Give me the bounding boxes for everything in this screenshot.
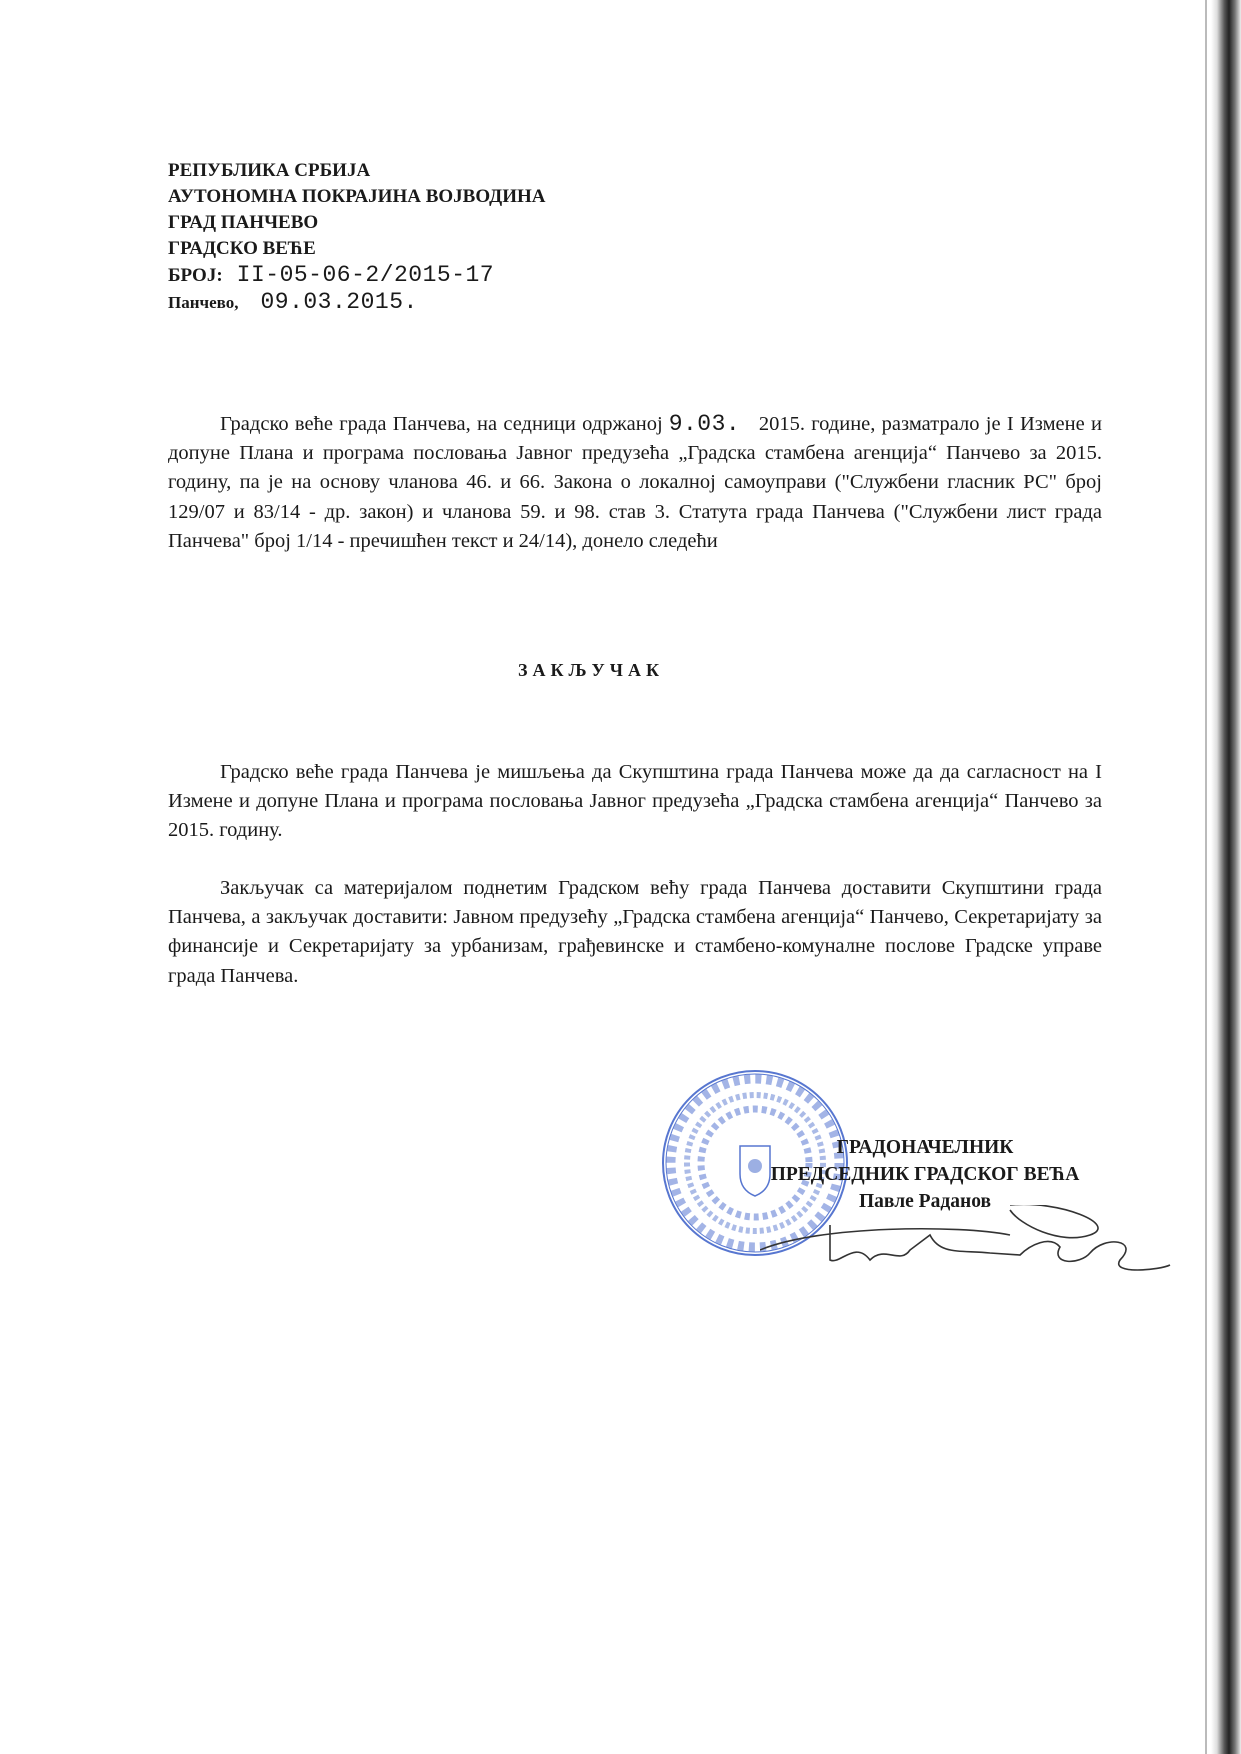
header-council: ГРАДСКО ВЕЋЕ [168, 238, 316, 259]
header-province: АУТОНОМНА ПОКРАЈИНА ВОЈВОДИНА [168, 186, 546, 207]
header-number [168, 262, 546, 289]
scan-border [1211, 0, 1241, 1754]
scan-line [1205, 0, 1207, 1754]
document-header [168, 158, 546, 316]
paragraph-conclusion: Градско веће града Панчева је мишљења да Скупштина града Панчева може да да сагласност на I Измене и допуне Плана и програма пословања Јавног предузећа „Градска стамбена агенција“ Панчево за 2015. годину. [168, 761, 1102, 842]
signature-block [740, 1134, 1110, 1215]
paragraph-delivery: Закључак са материјалом поднетим Градском већу града Панчева доставити Скупштини града Панчева, а закључак доставити: Јавном предузећу „Градска стамбена агенција“ Панчево, Секретаријату за финансије и Секретаријату за урбанизам, грађевинске и стамбено-комуналне послове Градске управе града Панчева. [168, 877, 1102, 987]
header-city: ГРАД ПАНЧЕВО [168, 212, 319, 233]
header-date [168, 289, 546, 316]
paragraph-intro [168, 410, 1102, 556]
signer-role-mayor: ГРАДОНАЧЕЛНИК [836, 1137, 1014, 1158]
place-label: Панчево, [168, 293, 239, 312]
number-label: БРОЈ: [168, 265, 223, 286]
intro-text-rest: 2015. године, разматрало је I Измене и допуне Плана и програма пословања Јавног предузећа „Градска стамбена агенција“ Панчево за 2015. годину, па је на основу чланова 46. и 66. Закона о локалној самоуправи ("Службени гласник РС" број 129/07 и 83/14 - др. закон) и чланова 59. и 98. став 3. Статута града Панчева ("Службени лист града Панчева" број 1/14 - пречишћен текст и 24/14), донело следећи [168, 413, 1102, 552]
signer-role-president: ПРЕДСЕДНИК ГРАДСКОГ ВЕЋА [770, 1164, 1080, 1185]
number-value: II-05-06-2/2015-17 [236, 262, 495, 288]
date-value: 09.03.2015. [260, 289, 418, 315]
intro-text-start: Градско веће града Панчева, на седници одржаној [220, 413, 663, 435]
session-date: 9.03. [668, 411, 741, 437]
handwritten-signature [760, 1205, 1180, 1285]
header-country: РЕПУБЛИКА СРБИЈА [168, 160, 371, 181]
document-title: ЗАКЉУЧАК [517, 660, 665, 680]
signer-name: Павле Раданов [859, 1191, 991, 1212]
